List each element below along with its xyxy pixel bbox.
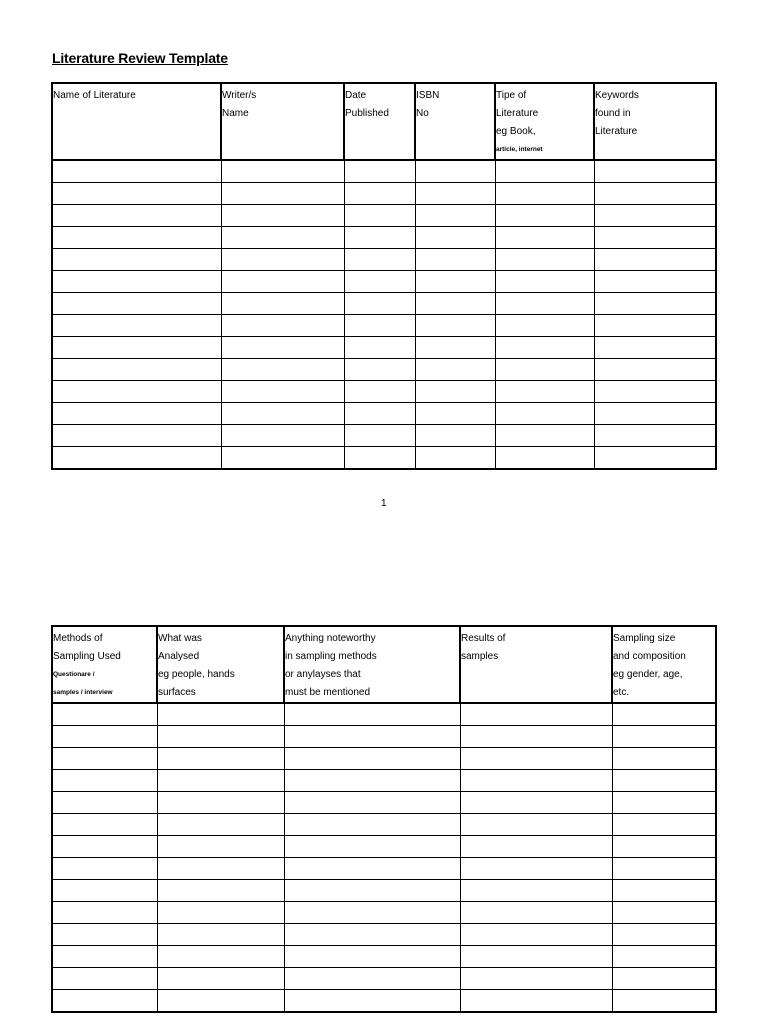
sampling-table-cell[interactable] [612, 703, 716, 726]
sampling-table-cell[interactable] [284, 814, 460, 836]
sampling-table-cell[interactable] [157, 748, 284, 770]
literature-table-cell[interactable] [52, 160, 221, 183]
sampling-table-row [52, 924, 716, 946]
sampling-table-cell[interactable] [157, 880, 284, 902]
sampling-table-cell[interactable] [460, 836, 612, 858]
literature-table-cell[interactable] [344, 227, 415, 249]
literature-table-cell[interactable] [495, 227, 594, 249]
literature-table-cell[interactable] [495, 271, 594, 293]
sampling-table-row [52, 814, 716, 836]
literature-table-cell[interactable] [221, 183, 344, 205]
literature-table-cell[interactable] [52, 381, 221, 403]
literature-table-cell[interactable] [344, 293, 415, 315]
document-title: Literature Review Template [52, 50, 228, 66]
literature-table-cell[interactable] [344, 359, 415, 381]
literature-table-cell[interactable] [594, 205, 716, 227]
sampling-table-cell[interactable] [157, 990, 284, 1013]
sampling-table-row [52, 836, 716, 858]
sampling-table-cell[interactable] [52, 726, 157, 748]
literature-table-cell[interactable] [52, 337, 221, 359]
literature-table-cell[interactable] [344, 160, 415, 183]
sampling-table-row [52, 703, 716, 726]
sampling-table-cell[interactable] [284, 902, 460, 924]
header-sampling-size: Sampling size and composition eg gender, age, etc. [612, 626, 716, 703]
sampling-table-row [52, 968, 716, 990]
literature-table-cell[interactable] [594, 447, 716, 470]
header-type-of-literature: Tipe of Literature eg Book, article, internet [495, 83, 594, 160]
literature-table-cell[interactable] [221, 337, 344, 359]
sampling-table-cell[interactable] [460, 703, 612, 726]
literature-table [51, 82, 717, 470]
literature-table-cell[interactable] [415, 447, 495, 470]
sampling-table-cell[interactable] [460, 902, 612, 924]
literature-table-cell[interactable] [495, 183, 594, 205]
sampling-table-cell[interactable] [284, 748, 460, 770]
literature-table-cell[interactable] [221, 293, 344, 315]
literature-table-cell[interactable] [415, 227, 495, 249]
literature-table-cell[interactable] [415, 403, 495, 425]
literature-table-cell[interactable] [495, 447, 594, 470]
sampling-table-cell[interactable] [460, 726, 612, 748]
literature-table-cell[interactable] [52, 183, 221, 205]
literature-table-cell[interactable] [495, 381, 594, 403]
literature-table-row [52, 205, 716, 227]
sampling-table-cell[interactable] [52, 990, 157, 1013]
sampling-table-cell[interactable] [284, 792, 460, 814]
literature-table-cell[interactable] [52, 403, 221, 425]
sampling-table-cell[interactable] [612, 924, 716, 946]
literature-table-row [52, 249, 716, 271]
sampling-table-cell[interactable] [284, 770, 460, 792]
literature-table-cell[interactable] [594, 403, 716, 425]
literature-table-cell[interactable] [594, 359, 716, 381]
sampling-table-cell[interactable] [52, 946, 157, 968]
literature-table-cell[interactable] [415, 381, 495, 403]
sampling-table-cell[interactable] [460, 880, 612, 902]
literature-table-cell[interactable] [52, 359, 221, 381]
sampling-table-cell[interactable] [460, 814, 612, 836]
literature-table-cell[interactable] [495, 293, 594, 315]
sampling-table-cell[interactable] [157, 770, 284, 792]
literature-table-cell[interactable] [415, 359, 495, 381]
sampling-table-row [52, 990, 716, 1013]
literature-table-cell[interactable] [221, 447, 344, 470]
sampling-table-cell[interactable] [157, 968, 284, 990]
sampling-table-cell[interactable] [612, 748, 716, 770]
sampling-table-cell[interactable] [157, 902, 284, 924]
sampling-table-cell[interactable] [612, 836, 716, 858]
literature-table-cell[interactable] [344, 381, 415, 403]
header-name-of-literature: Name of Literature [52, 83, 221, 160]
literature-table-cell[interactable] [495, 249, 594, 271]
literature-table-cell[interactable] [495, 315, 594, 337]
sampling-table-cell[interactable] [157, 858, 284, 880]
sampling-table-cell[interactable] [52, 902, 157, 924]
literature-table-cell[interactable] [221, 359, 344, 381]
literature-table-row [52, 271, 716, 293]
sampling-table-cell[interactable] [612, 814, 716, 836]
sampling-table-cell[interactable] [52, 924, 157, 946]
literature-table-cell[interactable] [415, 249, 495, 271]
sampling-table-cell[interactable] [157, 924, 284, 946]
sampling-table-cell[interactable] [460, 858, 612, 880]
literature-table-cell[interactable] [415, 425, 495, 447]
sampling-table-row [52, 748, 716, 770]
literature-table-cell[interactable] [594, 293, 716, 315]
sampling-table-cell[interactable] [52, 968, 157, 990]
sampling-table-cell[interactable] [460, 990, 612, 1013]
literature-table-cell[interactable] [344, 183, 415, 205]
literature-table-row [52, 381, 716, 403]
literature-table-cell[interactable] [415, 293, 495, 315]
literature-table-cell[interactable] [52, 227, 221, 249]
literature-table-cell[interactable] [221, 381, 344, 403]
literature-table-cell[interactable] [221, 271, 344, 293]
literature-table-cell[interactable] [594, 227, 716, 249]
header-what-was-analysed: What was Analysed eg people, hands surfaces [157, 626, 284, 703]
sampling-table-cell[interactable] [612, 880, 716, 902]
sampling-table-row [52, 726, 716, 748]
literature-table-cell[interactable] [415, 315, 495, 337]
literature-table-cell[interactable] [415, 205, 495, 227]
sampling-table-cell[interactable] [157, 946, 284, 968]
sampling-table-cell[interactable] [157, 792, 284, 814]
literature-table-cell[interactable] [495, 205, 594, 227]
sampling-table-header-row [52, 626, 716, 703]
literature-table-cell[interactable] [594, 183, 716, 205]
literature-table-cell[interactable] [221, 227, 344, 249]
sampling-table-cell[interactable] [157, 726, 284, 748]
sampling-table-cell[interactable] [52, 748, 157, 770]
sampling-table-cell[interactable] [460, 748, 612, 770]
sampling-table-cell[interactable] [612, 726, 716, 748]
sampling-table-cell[interactable] [284, 968, 460, 990]
literature-table-cell[interactable] [221, 403, 344, 425]
sampling-table-cell[interactable] [157, 814, 284, 836]
literature-table-row [52, 359, 716, 381]
sampling-table-cell[interactable] [157, 703, 284, 726]
sampling-table-cell[interactable] [460, 968, 612, 990]
header-date-published: Date Published [344, 83, 415, 160]
literature-table-cell[interactable] [344, 403, 415, 425]
literature-table-cell[interactable] [52, 293, 221, 315]
literature-table-header-row [52, 83, 716, 160]
sampling-table-cell[interactable] [284, 836, 460, 858]
literature-table-cell[interactable] [594, 315, 716, 337]
literature-table-cell[interactable] [344, 337, 415, 359]
literature-table-cell[interactable] [594, 425, 716, 447]
sampling-table-row [52, 902, 716, 924]
literature-table-row [52, 183, 716, 205]
sampling-table-row [52, 880, 716, 902]
literature-table-row [52, 337, 716, 359]
literature-table-cell[interactable] [52, 315, 221, 337]
literature-table-cell[interactable] [344, 315, 415, 337]
literature-table-cell[interactable] [52, 271, 221, 293]
literature-table-cell[interactable] [495, 403, 594, 425]
sampling-table-cell[interactable] [52, 770, 157, 792]
page-number: 1 [381, 498, 387, 509]
literature-table-cell[interactable] [344, 447, 415, 470]
sampling-table-cell[interactable] [52, 703, 157, 726]
header-results-of-samples: Results of samples [460, 626, 612, 703]
sampling-table-row [52, 858, 716, 880]
literature-table-row [52, 160, 716, 183]
literature-table-cell[interactable] [495, 359, 594, 381]
literature-table-cell[interactable] [594, 249, 716, 271]
sampling-table-cell[interactable] [612, 770, 716, 792]
sampling-table-cell[interactable] [612, 968, 716, 990]
sampling-table-cell[interactable] [612, 858, 716, 880]
sampling-table-row [52, 770, 716, 792]
literature-table-cell[interactable] [594, 381, 716, 403]
sampling-table-cell[interactable] [284, 990, 460, 1013]
literature-table-cell[interactable] [415, 160, 495, 183]
literature-table-cell[interactable] [495, 337, 594, 359]
literature-table-row [52, 403, 716, 425]
literature-table-row [52, 425, 716, 447]
sampling-table-row [52, 946, 716, 968]
literature-table-cell[interactable] [52, 425, 221, 447]
literature-table-cell[interactable] [594, 271, 716, 293]
sampling-table-cell[interactable] [460, 924, 612, 946]
sampling-table-row [52, 792, 716, 814]
sampling-table-cell[interactable] [284, 924, 460, 946]
literature-table-row [52, 447, 716, 470]
sampling-table-cell[interactable] [52, 814, 157, 836]
sampling-table-cell[interactable] [612, 990, 716, 1013]
sampling-table-cell[interactable] [460, 946, 612, 968]
literature-table-cell[interactable] [52, 447, 221, 470]
sampling-table [51, 625, 717, 1013]
sampling-table-cell[interactable] [284, 858, 460, 880]
header-isbn-no: ISBN No [415, 83, 495, 160]
literature-table-cell[interactable] [52, 249, 221, 271]
sampling-table-cell[interactable] [52, 858, 157, 880]
sampling-table-cell[interactable] [284, 703, 460, 726]
literature-table-cell[interactable] [344, 271, 415, 293]
literature-table-cell[interactable] [221, 160, 344, 183]
sampling-table-cell[interactable] [52, 836, 157, 858]
literature-table-cell[interactable] [415, 271, 495, 293]
sampling-table-cell[interactable] [157, 836, 284, 858]
literature-table-cell[interactable] [221, 425, 344, 447]
sampling-table-cell[interactable] [284, 946, 460, 968]
header-methods-of-sampling: Methods of Sampling Used Questionare / samples / interview [52, 626, 157, 703]
literature-table-cell[interactable] [221, 249, 344, 271]
literature-table-cell[interactable] [495, 160, 594, 183]
sampling-table-cell[interactable] [460, 770, 612, 792]
sampling-table-cell[interactable] [612, 792, 716, 814]
literature-table-cell[interactable] [415, 183, 495, 205]
literature-table-cell[interactable] [344, 425, 415, 447]
literature-table-cell[interactable] [52, 205, 221, 227]
literature-table-row [52, 315, 716, 337]
sampling-table-cell[interactable] [52, 792, 157, 814]
header-keywords: Keywords found in Literature [594, 83, 716, 160]
literature-table-cell[interactable] [594, 337, 716, 359]
header-writers-name: Writer/s Name [221, 83, 344, 160]
literature-table-row [52, 293, 716, 315]
sampling-table-cell[interactable] [460, 792, 612, 814]
literature-table-cell[interactable] [221, 315, 344, 337]
literature-table-cell[interactable] [594, 160, 716, 183]
sampling-table-cell[interactable] [284, 726, 460, 748]
literature-table-cell[interactable] [344, 205, 415, 227]
literature-table-cell[interactable] [415, 337, 495, 359]
sampling-table-cell[interactable] [52, 880, 157, 902]
sampling-table-cell[interactable] [612, 902, 716, 924]
literature-table-cell[interactable] [495, 425, 594, 447]
literature-table-cell[interactable] [221, 205, 344, 227]
sampling-table-cell[interactable] [612, 946, 716, 968]
header-anything-noteworthy: Anything noteworthy in sampling methods or anylayses that must be mentioned [284, 626, 460, 703]
literature-table-row [52, 227, 716, 249]
sampling-table-cell[interactable] [284, 880, 460, 902]
literature-table-cell[interactable] [344, 249, 415, 271]
